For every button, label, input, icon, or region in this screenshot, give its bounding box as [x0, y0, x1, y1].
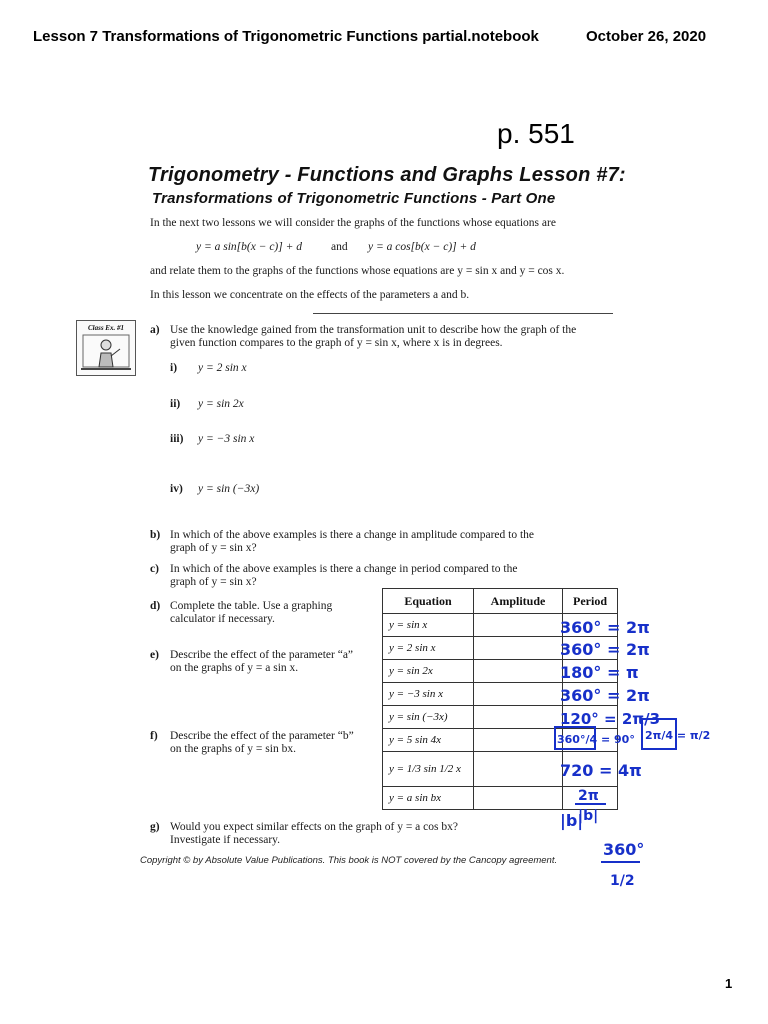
handwritten-row-6b: 2π/4 = π/2 — [645, 729, 711, 742]
equation-cell: y = sin (−3x) — [383, 706, 474, 729]
intro-line-2: and relate them to the graphs of the functions whose equations are y = sin x and y = cos x. — [150, 265, 565, 277]
lesson-subtitle: Transformations of Trigonometric Functions - Part One — [152, 190, 556, 207]
handwritten-row-4: 360° = 2π — [560, 686, 650, 705]
page-number: 1 — [725, 976, 733, 991]
part-ii-label: ii) — [170, 398, 181, 410]
part-iii-equation: y = −3 sin x — [198, 433, 255, 445]
question-a-line-1: Use the knowledge gained from the transformation unit to describe how the graph of the — [170, 324, 577, 336]
handwritten-row-2: 360° = 2π — [560, 640, 650, 659]
question-f-line-1: Describe the effect of the parameter “b” — [170, 730, 354, 742]
equation-cos-general: y = a cos[b(x − c)] + d — [368, 241, 476, 253]
question-d-label: d) — [150, 600, 161, 612]
equation-cell: y = sin x — [383, 614, 474, 637]
handwritten-abs-b: |b| — [578, 808, 599, 824]
question-b-label: b) — [150, 529, 161, 541]
equation-cell: y = 2 sin x — [383, 637, 474, 660]
question-g-line-1: Would you expect similar effects on the graph of y = a cos bx? — [170, 821, 458, 833]
question-c-label: c) — [150, 563, 159, 575]
equation-sin-general: y = a sin[b(x − c)] + d — [196, 241, 302, 253]
part-i-label: i) — [170, 362, 178, 374]
header-period: Period — [563, 589, 618, 614]
copyright-notice: Copyright © by Absolute Value Publications. This book is NOT covered by the Cancopy agreement. — [140, 855, 558, 866]
handwritten-fraction-numerator: 360° — [603, 840, 645, 859]
lesson-title: Trigonometry - Functions and Graphs Lesson #7: — [148, 164, 626, 186]
question-d-line-1: Complete the table. Use a graphing — [170, 600, 333, 612]
question-g-line-2: Investigate if necessary. — [170, 834, 281, 846]
handwritten-fraction-denominator: 1/2 — [610, 873, 635, 889]
handwritten-row-1: 360° = 2π — [560, 618, 650, 637]
part-iv-label: iv) — [170, 483, 183, 495]
notebook-date: October 26, 2020 — [586, 28, 707, 45]
intro-line-1: In the next two lessons we will consider the graphs of the functions whose equations are — [150, 217, 556, 229]
question-d-line-2: calculator if necessary. — [170, 613, 275, 625]
question-b-line-2: graph of y = sin x? — [170, 542, 257, 554]
header-amplitude: Amplitude — [474, 589, 563, 614]
equation-cell: y = −3 sin x — [383, 683, 474, 706]
question-e-line-1: Describe the effect of the parameter “a” — [170, 649, 354, 661]
handwritten-row-3: 180° = π — [560, 663, 639, 682]
part-iv-equation: y = sin (−3x) — [198, 483, 260, 495]
intro-line-3: In this lesson we concentrate on the effects of the parameters a and b. — [150, 289, 470, 301]
question-f-label: f) — [150, 730, 158, 742]
handwritten-row-6a: 360°/4 = 90° — [557, 733, 635, 746]
notebook-title: Lesson 7 Transformations of Trigonometric Functions partial.notebook — [33, 28, 539, 45]
equation-cell: y = sin 2x — [383, 660, 474, 683]
question-b-line-1: In which of the above examples is there a change in amplitude compared to the — [170, 529, 535, 541]
handwritten-row-5: 120° = 2π/3 — [560, 710, 661, 728]
part-ii-equation: y = sin 2x — [198, 398, 244, 410]
part-i-equation: y = 2 sin x — [198, 362, 247, 374]
handwritten-abs-b-large: |b| — [560, 811, 584, 830]
equation-cell: y = 1/3 sin 1/2 x — [383, 752, 474, 787]
handwritten-row-7: 720 = 4π — [560, 761, 642, 780]
question-f-line-2: on the graphs of y = sin bx. — [170, 743, 296, 755]
question-a-label: a) — [150, 324, 160, 336]
question-g-label: g) — [150, 821, 160, 833]
question-e-line-2: on the graphs of y = a sin x. — [170, 662, 299, 674]
question-c-line-1: In which of the above examples is there a change in period compared to the — [170, 563, 518, 575]
page-reference: p. 551 — [497, 118, 575, 149]
part-iii-label: iii) — [170, 433, 184, 445]
equation-and: and — [331, 241, 348, 253]
handwritten-two-pi: 2π — [578, 788, 599, 804]
equation-cell: y = a sin bx — [383, 787, 474, 810]
equation-cell: y = 5 sin 4x — [383, 729, 474, 752]
question-e-label: e) — [150, 649, 159, 661]
question-a-line-2: given function compares to the graph of y = sin x, where x is in degrees. — [170, 337, 503, 349]
header-equation: Equation — [383, 589, 474, 614]
class-example-label: Class Ex. #1 — [88, 324, 124, 332]
question-c-line-2: graph of y = sin x? — [170, 576, 257, 588]
